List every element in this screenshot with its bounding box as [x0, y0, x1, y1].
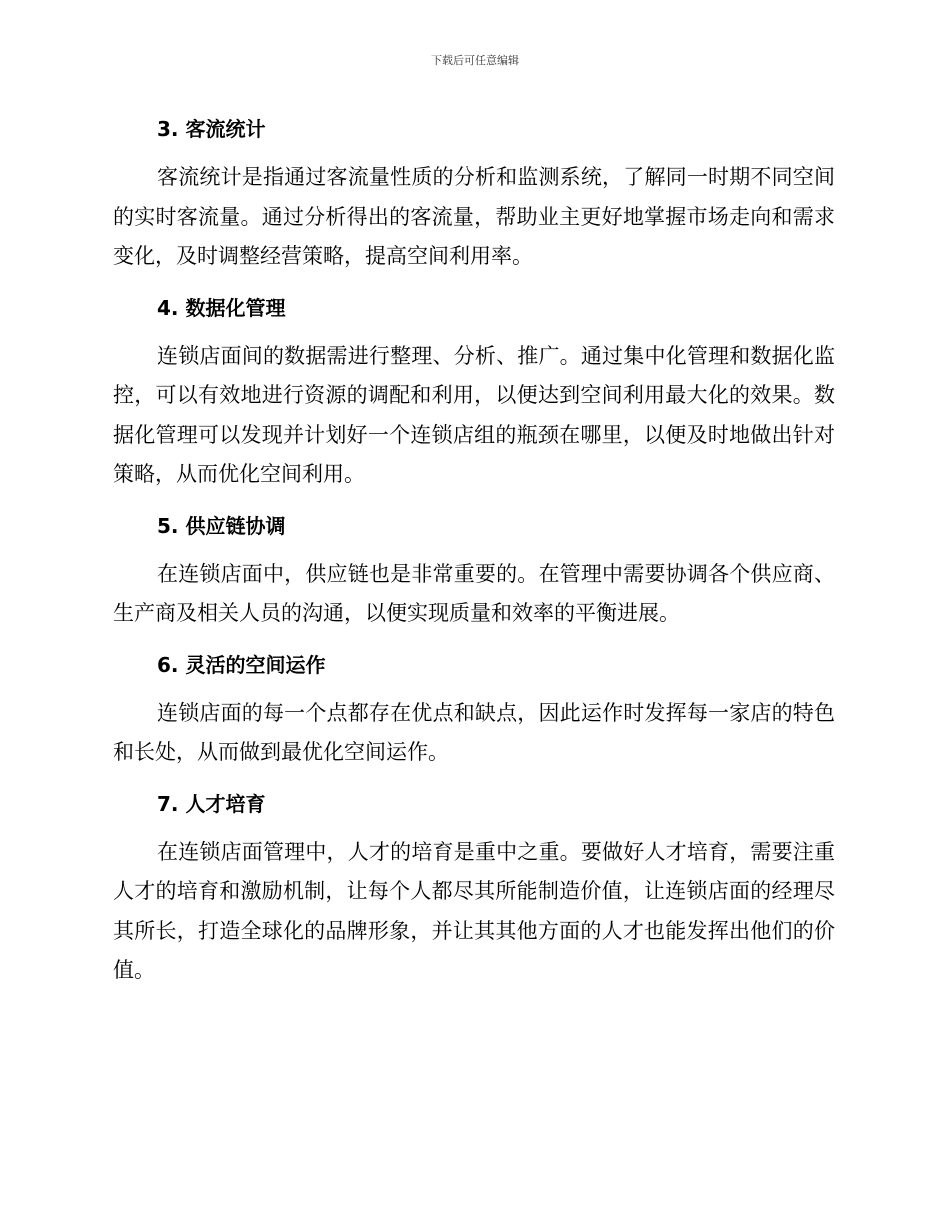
section-talent-development [113, 785, 835, 991]
section-heading: 4. 数据化管理 [157, 295, 286, 320]
section-heading: 5. 供应链协调 [157, 513, 286, 538]
section-data-management [113, 289, 835, 495]
section-paragraph: 连锁店面间的数据需进行整理、分析、推广。通过集中化管理和数据化监控，可以有效地进行资源的调配和利用，以便达到空间利用最大化的效果。数据化管理可以发现并计划好一个连锁店组的瓶颈在哪里，以便及时地做出针对策略，从而优化空间利用。 [113, 343, 835, 486]
section-heading: 6. 灵活的空间运作 [157, 652, 326, 677]
section-heading: 3. 客流统计 [157, 117, 266, 141]
section-flexible-space [113, 646, 835, 773]
section-supply-chain [113, 507, 835, 634]
section-customer-flow [113, 110, 835, 277]
section-paragraph: 客流统计是指通过客流量性质的分析和监测系统，了解同一时期不同空间的实时客流量。通过分析得出的客流量，帮助业主更好地掌握市场走向和需求变化，及时调整经营策略，提高空间利用率。 [113, 165, 835, 268]
section-heading: 7. 人才培育 [157, 791, 266, 816]
section-paragraph: 连锁店面的每一个点都存在优点和缺点，因此运作时发挥每一家店的特色和长处，从而做到最优化空间运作。 [113, 700, 835, 764]
header-note: 下载后可任意编辑 [431, 54, 519, 67]
document-body [113, 110, 835, 1003]
section-paragraph: 在连锁店面中，供应链也是非常重要的。在管理中需要协调各个供应商、生产商及相关人员的沟通，以便实现质量和效率的平衡进展。 [113, 561, 835, 625]
section-paragraph: 在连锁店面管理中，人才的培育是重中之重。要做好人才培育，需要注重人才的培育和激励机制，让每个人都尽其所能制造价值，让连锁店面的经理尽其所长，打造全球化的品牌形象，并让其其他方面的人才也能发挥出他们的价值。 [113, 839, 835, 982]
